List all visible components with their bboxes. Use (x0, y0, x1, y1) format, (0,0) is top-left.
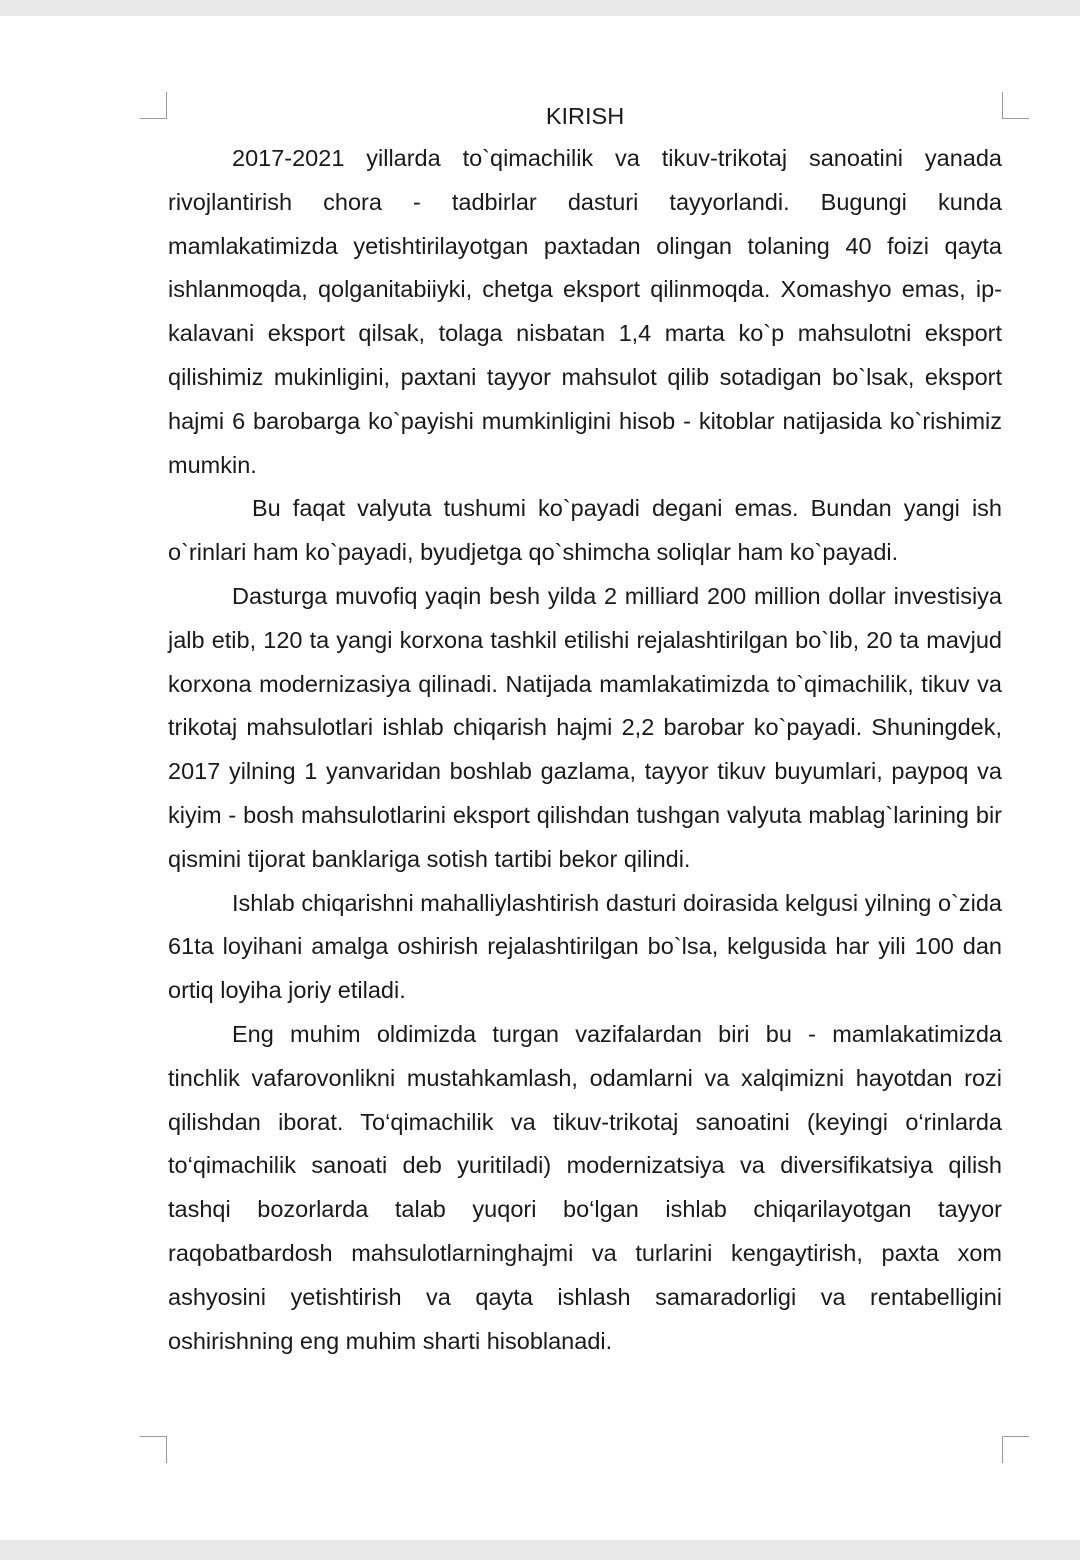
margin-corner-top-left (140, 92, 167, 119)
paragraph: 2017-2021 yillarda to`qimachilik va tikuv-trikotaj sanoatini yanada rivojlantirish chora - tadbirlar dasturi tayyorlandi. Bugungi kunda mamlakatimizda yetishtirilayotgan paxtadan olingan tolaning 40 foizi qayta ishlanmoqda, qolganitabiiyki, chetga eksport qilinmoqda. Xomashyo emas, ip-kalavani eksport qilsak, tolaga nisbatan 1,4 marta ko`p mahsulotni eksport qilishimiz mukinligini, paxtani tayyor mahsulot qilib sotadigan bo`lsak, eksport hajmi 6 barobarga ko`payishi mumkinligini hisob - kitoblar natijasida ko`rishimiz mumkin. (168, 145, 1002, 478)
margin-corner-bottom-left (140, 1436, 167, 1463)
paragraph: Ishlab chiqarishni mahalliylashtirish dasturi doirasida kelgusi yilning o`zida 61ta loyihani amalga oshirish rejalashtirilgan bo`lsa, kelgusida har yili 100 dan ortiq loyiha joriy etiladi. (168, 889, 1002, 1004)
paragraph: Bu faqat valyuta tushumi ko`payadi degani emas. Bundan yangi ish o`rinlari ham ko`payadi, byudjetga qo`shimcha soliqlar ham ko`payadi. (168, 495, 1002, 566)
margin-corner-top-right (1002, 92, 1029, 119)
paragraph: Eng muhim oldimizda turgan vazifalardan biri bu - mamlakatimizda tinchlik vafarovonlikni mustahkamlash, odamlarni va xalqimizni hayotdan rozi qilishdan iborat. To‘qimachilik va tikuv-trikotaj sanoatini (keyingi o‘rinlarda to‘qimachilik sanoati deb yuritiladi) modernizatsiya va diversifikatsiya qilish tashqi bozorlarda talab yuqori bo‘lgan ishlab chiqarilayotgan tayyor raqobatbardosh mahsulotlarninghajmi va turlarini kengaytirish, paxta xom ashyosini yetishtirish va qayta ishlash samaradorligi va rentabelligini oshirishning eng muhim sharti hisoblanadi. (168, 1020, 1002, 1354)
document-title: KIRISH (545, 103, 625, 129)
document-body (168, 95, 1002, 1363)
paragraph: Dasturga muvofiq yaqin besh yilda 2 milliard 200 million dollar investisiya jalb etib, 120 ta yangi korxona tashkil etilishi rejalashtirilgan bo`lib, 20 ta mavjud korxona modernizasiya qilinadi. Natijada mamlakatimizda to`qimachilik, tikuv va trikotaj mahsulotlari ishlab chiqarish hajmi 2,2 barobar ko`payadi. Shuningdek, 2017 yilning 1 yanvaridan boshlab gazlama, tayyor tikuv buyumlari, paypoq va kiyim - bosh mahsulotlarini eksport qilishdan tushgan valyuta mablag`larining bir qismini tijorat banklariga sotish tartibi bekor qilindi. (168, 582, 1002, 872)
margin-corner-bottom-right (1002, 1436, 1029, 1463)
